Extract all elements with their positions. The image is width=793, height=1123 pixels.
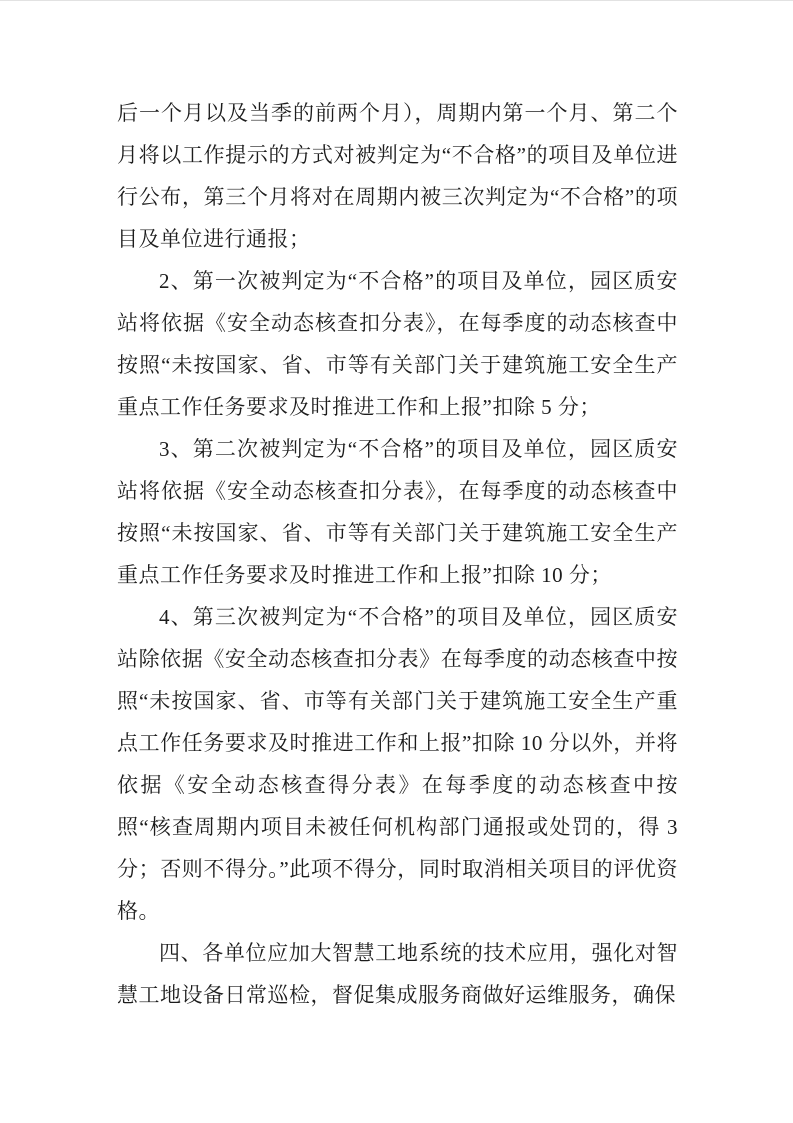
paragraph-item-2: 2、第一次被判定为“不合格”的项目及单位，园区质安站将依据《安全动态核查扣分表》，在每季度的动态核查中按照“未按国家、省、市等有关部门关于建筑施工安全生产重点工作任务要求及时推进工作和上报”扣除 5 分； [117,269,678,419]
document-body-text [117,92,678,1016]
paragraph-continuation: 后一个月以及当季的前两个月），周期内第一个月、第二个月将以工作提示的方式对被判定为“不合格”的项目及单位进行公布，第三个月将对在周期内被三次判定为“不合格”的项目及单位进行通报； [117,101,678,251]
paragraph-section-4: 四、各单位应加大智慧工地系统的技术应用，强化对智慧工地设备日常巡检，督促集成服务商做好运维服务，确保 [117,941,678,1007]
paragraph-item-4: 4、第三次被判定为“不合格”的项目及单位，园区质安站除依据《安全动态核查扣分表》在每季度的动态核查中按照“未按国家、省、市等有关部门关于建筑施工安全生产重点工作任务要求及时推进工作和上报”扣除 10 分以外，并将依据《安全动态核查得分表》在每季度的动态核查中按照“核查周期内项目未被任何机构部门通报或处罚的，得 3 分；否则不得分。”此项不得分，同时取消相关项目的评优资格。 [117,605,678,923]
paragraph-item-3: 3、第二次被判定为“不合格”的项目及单位，园区质安站将依据《安全动态核查扣分表》，在每季度的动态核查中按照“未按国家、省、市等有关部门关于建筑施工安全生产重点工作任务要求及时推进工作和上报”扣除 10 分； [117,437,678,587]
